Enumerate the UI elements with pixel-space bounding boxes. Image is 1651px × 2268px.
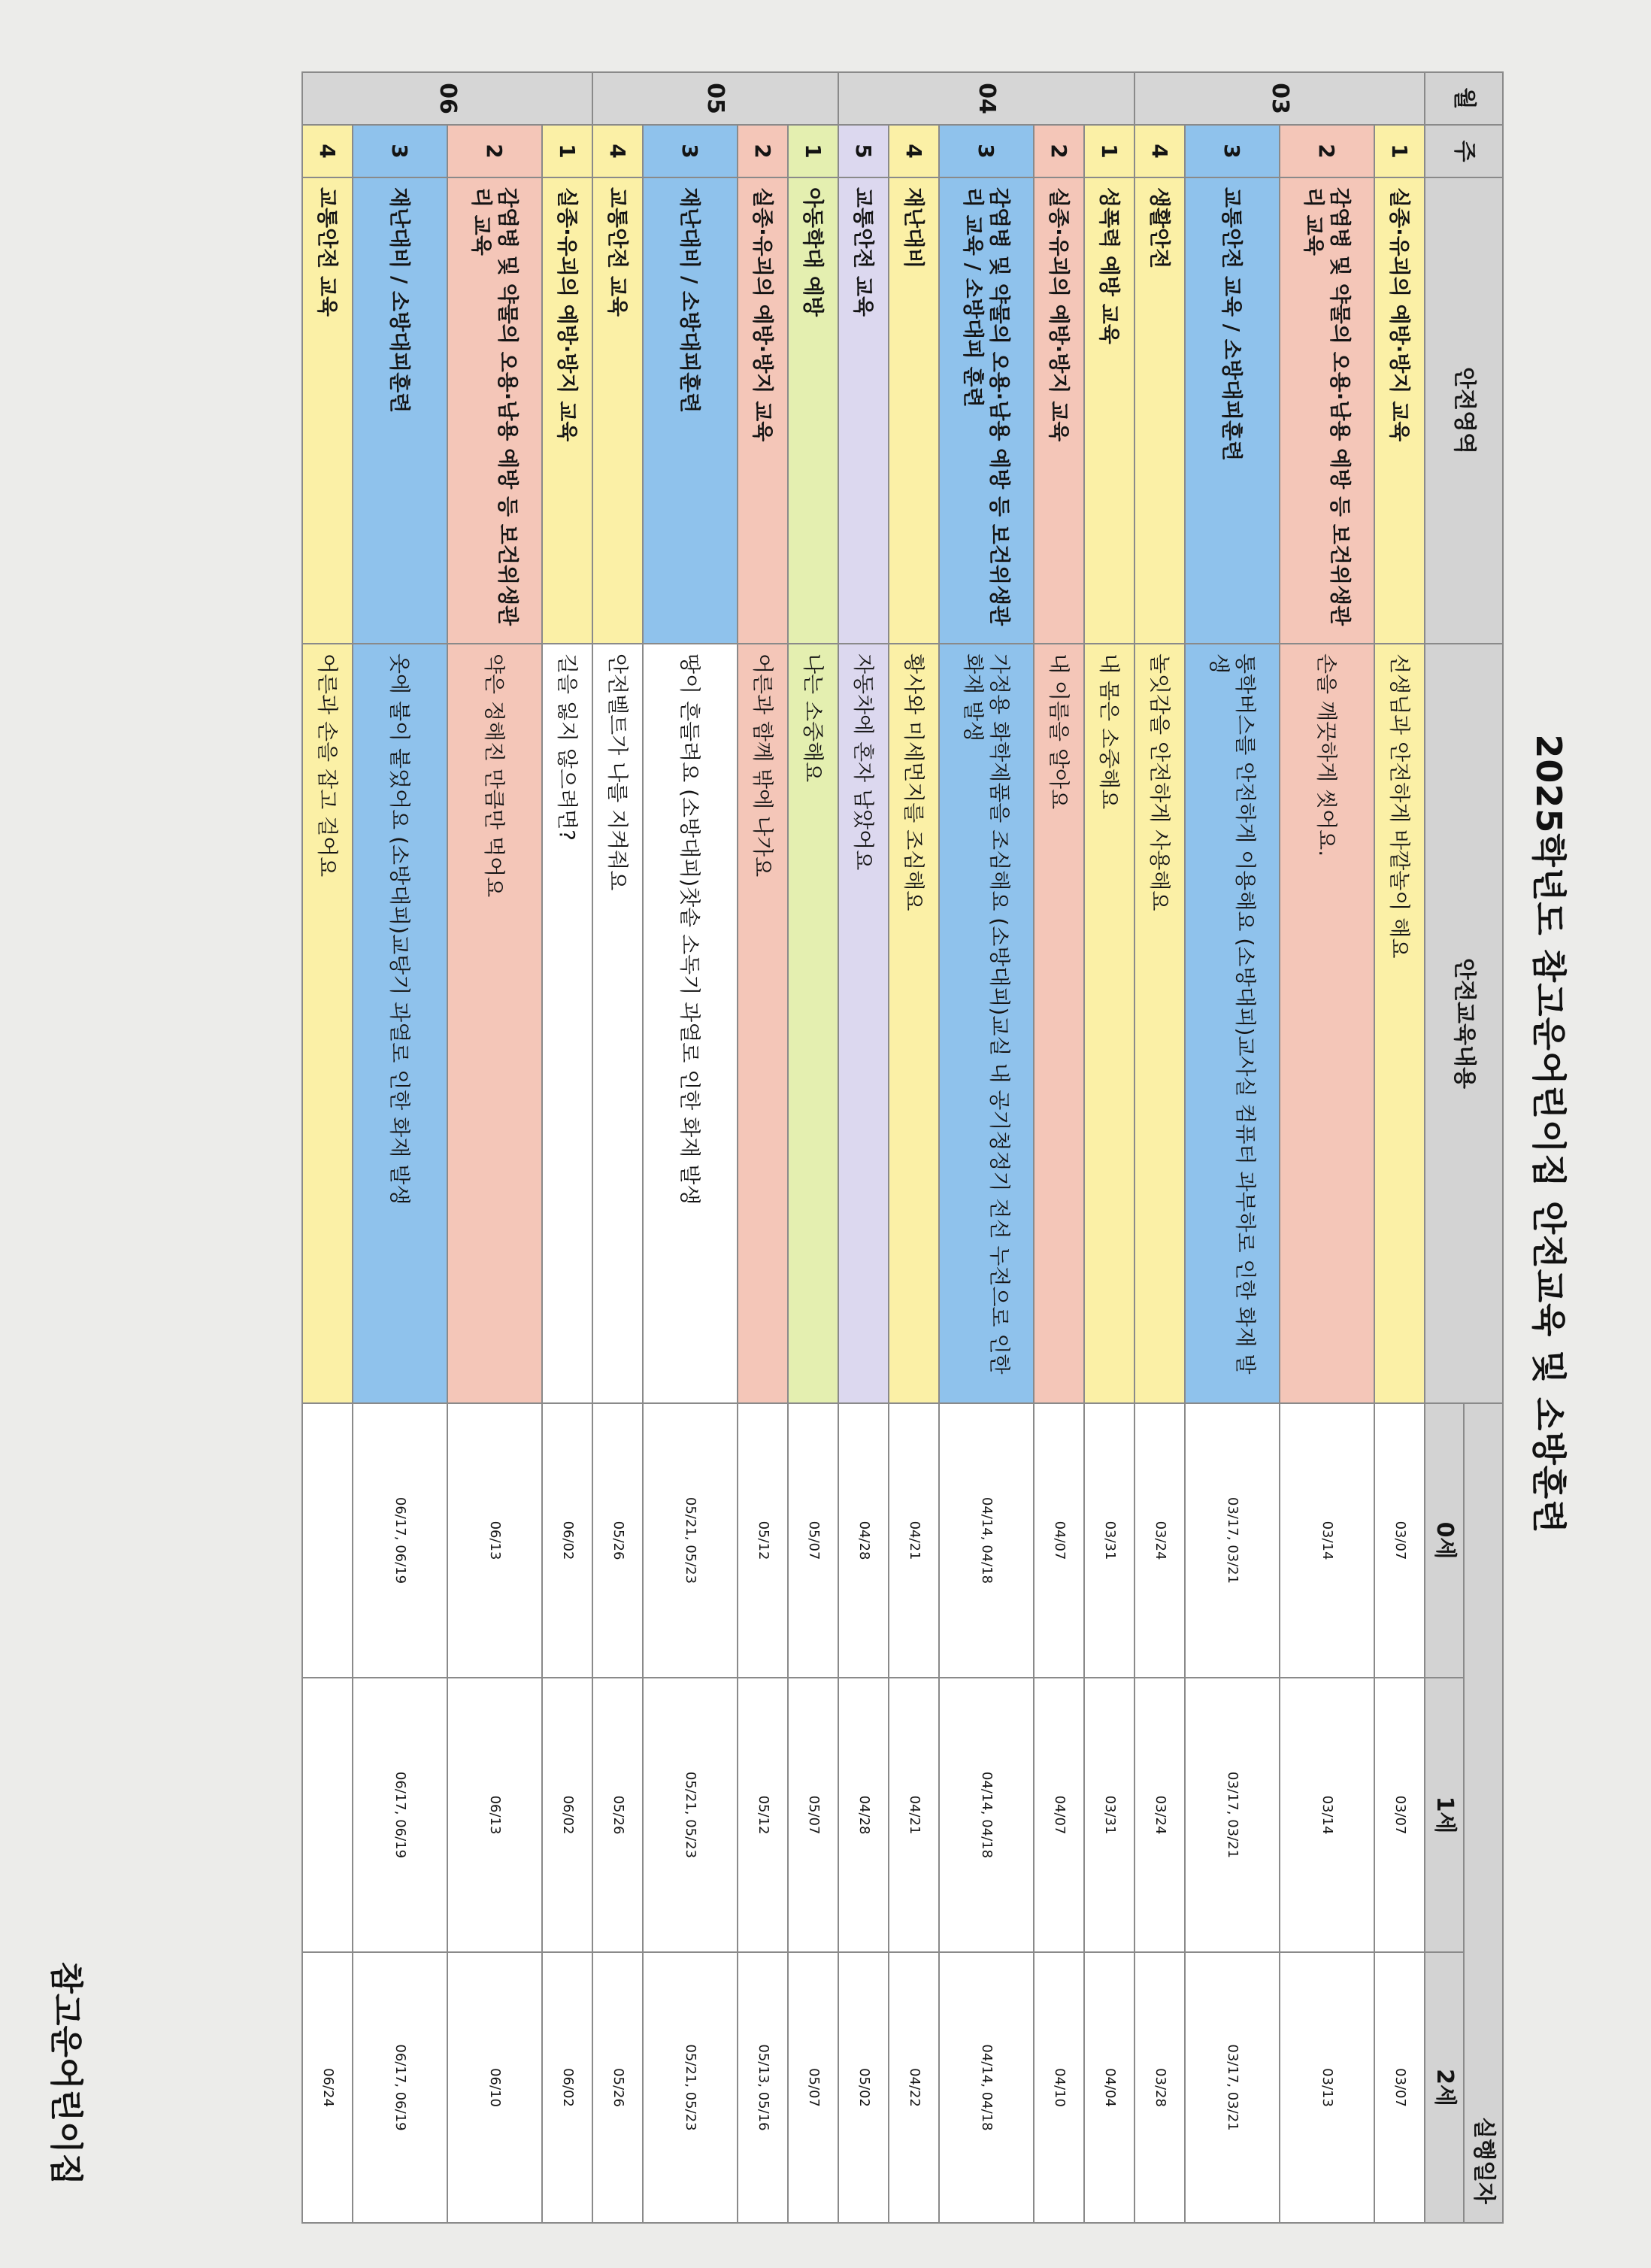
- date-age0: 05/07: [788, 1403, 838, 1678]
- week-cell: 4: [592, 125, 643, 177]
- header-dates: 실행일자: [1464, 1403, 1503, 2223]
- content-cell: 자동차에 혼자 남았어요: [838, 644, 889, 1403]
- date-age1: 06/17, 06/19: [353, 1678, 447, 1952]
- table-row: [889, 72, 939, 2223]
- area-cell: 실종·유괴의 예방·방지 교육: [542, 177, 592, 644]
- content-cell: 길을 잃지 않으려면?: [542, 644, 592, 1403]
- area-cell: 재난대비: [889, 177, 939, 644]
- week-cell: 4: [302, 125, 353, 177]
- header-age1: 1세: [1425, 1678, 1464, 1952]
- area-cell: 재난대비 / 소방대피훈련: [643, 177, 738, 644]
- date-age1: 05/26: [592, 1678, 643, 1952]
- area-cell: 아동학대 예방: [788, 177, 838, 644]
- week-cell: 3: [1185, 125, 1280, 177]
- header-month: 월: [1425, 72, 1503, 125]
- table-row: [353, 72, 447, 2223]
- date-age0: 03/07: [1374, 1403, 1425, 1678]
- date-age1: 04/07: [1034, 1678, 1084, 1952]
- date-age1: 05/21, 05/23: [643, 1678, 738, 1952]
- safety-schedule-table: [301, 71, 1504, 2224]
- month-cell: 06: [302, 72, 592, 125]
- date-age2: 04/22: [889, 1952, 939, 2223]
- area-cell: 감염병 및 약물의 오용·남용 예방 등 보건위생관리 교육: [447, 177, 542, 644]
- date-age1: 03/24: [1134, 1678, 1185, 1952]
- footer-daycare-name: 참고운어린이집: [47, 1961, 85, 2185]
- content-cell: 땅이 흔들려요 (소방대피)찻솥 소독기 과열로 인한 화재 발생: [643, 644, 738, 1403]
- date-age0: 03/17, 03/21: [1185, 1403, 1280, 1678]
- date-age1: 04/14, 04/18: [939, 1678, 1034, 1952]
- month-cell: 03: [1134, 72, 1425, 125]
- table-row: [1134, 72, 1185, 2223]
- date-age2: 05/13, 05/16: [738, 1952, 788, 2223]
- date-age1: 04/28: [838, 1678, 889, 1952]
- date-age2: 04/04: [1084, 1952, 1134, 2223]
- date-age1: 03/07: [1374, 1678, 1425, 1952]
- header-content: 안전교육내용: [1425, 644, 1503, 1403]
- content-cell: 옷에 불이 붙었어요 (소방대피)교탕기 과열로 인한 화재 발생: [353, 644, 447, 1403]
- week-cell: 1: [788, 125, 838, 177]
- content-cell: 나는 소중해요: [788, 644, 838, 1403]
- content-cell: 내 이름을 알아요: [1034, 644, 1084, 1403]
- area-cell: 교통안전 교육 / 소방대피훈련: [1185, 177, 1280, 644]
- table-row: [1374, 72, 1425, 2223]
- area-cell: 교통안전 교육: [302, 177, 353, 644]
- table-row: [447, 72, 542, 2223]
- week-cell: 4: [889, 125, 939, 177]
- table-row: [1084, 72, 1134, 2223]
- content-cell: 황사와 미세먼지를 조심해요: [889, 644, 939, 1403]
- area-cell: 감염병 및 약물의 오용·남용 예방 등 보건위생관리 교육: [1280, 177, 1374, 644]
- content-cell: 내 몸은 소중해요: [1084, 644, 1134, 1403]
- date-age2: 06/10: [447, 1952, 542, 2223]
- date-age0: 03/14: [1280, 1403, 1374, 1678]
- week-cell: 5: [838, 125, 889, 177]
- date-age2: 05/02: [838, 1952, 889, 2223]
- date-age1: 05/12: [738, 1678, 788, 1952]
- header-age2: 2세: [1425, 1952, 1464, 2223]
- table-row: [838, 72, 889, 2223]
- header-week: 주: [1425, 125, 1503, 177]
- week-cell: 4: [1134, 125, 1185, 177]
- content-cell: 어른과 손을 잡고 걸어요: [302, 644, 353, 1403]
- week-cell: 3: [353, 125, 447, 177]
- area-cell: 교통안전 교육: [592, 177, 643, 644]
- date-age2: 05/21, 05/23: [643, 1952, 738, 2223]
- date-age0: 06/02: [542, 1403, 592, 1678]
- content-cell: 놀잇감을 안전하게 사용해요: [1134, 644, 1185, 1403]
- week-cell: 2: [738, 125, 788, 177]
- content-cell: 손을 깨끗하게 씻어요.: [1280, 644, 1374, 1403]
- area-cell: 감염병 및 약물의 오용·남용 예방 등 보건위생관리 교육 / 소방대피 훈련: [939, 177, 1034, 644]
- area-cell: 생활안전: [1134, 177, 1185, 644]
- date-age0: 04/14, 04/18: [939, 1403, 1034, 1678]
- content-cell: 약은 정해진 만큼만 먹어요: [447, 644, 542, 1403]
- date-age1: 05/07: [788, 1678, 838, 1952]
- document-title: 2025학년도 참고운어린이집 안전교육 및 소방훈련: [1528, 734, 1569, 1534]
- area-cell: 성폭력 예방 교육: [1084, 177, 1134, 644]
- date-age0: 06/13: [447, 1403, 542, 1678]
- week-cell: 1: [1374, 125, 1425, 177]
- date-age1: 06/02: [542, 1678, 592, 1952]
- table-row: [542, 72, 592, 2223]
- area-cell: 실종·유괴의 예방·방지 교육: [738, 177, 788, 644]
- table-row: [643, 72, 738, 2223]
- date-age0: 05/12: [738, 1403, 788, 1678]
- week-cell: 1: [542, 125, 592, 177]
- date-age0: 04/07: [1034, 1403, 1084, 1678]
- content-cell: 가정용 화학제품을 조심해요 (소방대피)교실 내 공기청정기 전선 누전으로 인한 화재 발생: [939, 644, 1034, 1403]
- content-cell: 통학버스를 안전하게 이용해요 (소방대피)교사실 컴퓨터 과부하로 인한 화재 발생: [1185, 644, 1280, 1403]
- week-cell: 2: [1280, 125, 1374, 177]
- table-row: [1280, 72, 1374, 2223]
- area-cell: 교통안전 교육: [838, 177, 889, 644]
- date-age2: 03/28: [1134, 1952, 1185, 2223]
- month-cell: 05: [592, 72, 838, 125]
- date-age1: [302, 1678, 353, 1952]
- date-age1: 06/13: [447, 1678, 542, 1952]
- date-age1: 03/14: [1280, 1678, 1374, 1952]
- table-row: [302, 72, 353, 2223]
- table-row: [1185, 72, 1280, 2223]
- content-cell: 안전벨트가 나를 지켜줘요: [592, 644, 643, 1403]
- date-age0: 05/21, 05/23: [643, 1403, 738, 1678]
- date-age2: 05/26: [592, 1952, 643, 2223]
- date-age2: 06/17, 06/19: [353, 1952, 447, 2223]
- header-age0: 0세: [1425, 1403, 1464, 1678]
- date-age2: 05/07: [788, 1952, 838, 2223]
- date-age1: 03/17, 03/21: [1185, 1678, 1280, 1952]
- area-cell: 실종·유괴의 예방·방지 교육: [1034, 177, 1084, 644]
- table-row: [939, 72, 1034, 2223]
- content-cell: 어른과 함께 밖에 나가요: [738, 644, 788, 1403]
- table-row: [788, 72, 838, 2223]
- date-age0: 04/28: [838, 1403, 889, 1678]
- date-age0: 03/24: [1134, 1403, 1185, 1678]
- date-age2: 06/02: [542, 1952, 592, 2223]
- date-age1: 03/31: [1084, 1678, 1134, 1952]
- date-age0: 05/26: [592, 1403, 643, 1678]
- area-cell: 실종·유괴의 예방·방지 교육: [1374, 177, 1425, 644]
- week-cell: 1: [1084, 125, 1134, 177]
- week-cell: 2: [1034, 125, 1084, 177]
- week-cell: 3: [643, 125, 738, 177]
- content-cell: 선생님과 안전하게 바깥놀이 해요: [1374, 644, 1425, 1403]
- date-age2: 03/17, 03/21: [1185, 1952, 1280, 2223]
- week-cell: 3: [939, 125, 1034, 177]
- table-row: [592, 72, 643, 2223]
- date-age2: 06/24: [302, 1952, 353, 2223]
- table-row: [1034, 72, 1084, 2223]
- date-age2: 03/13: [1280, 1952, 1374, 2223]
- date-age1: 04/21: [889, 1678, 939, 1952]
- table-row: [738, 72, 788, 2223]
- date-age0: 03/31: [1084, 1403, 1134, 1678]
- week-cell: 2: [447, 125, 542, 177]
- date-age0: 06/17, 06/19: [353, 1403, 447, 1678]
- date-age0: 04/21: [889, 1403, 939, 1678]
- header-area: 안전영역: [1425, 177, 1503, 644]
- date-age0: [302, 1403, 353, 1678]
- date-age2: 04/10: [1034, 1952, 1084, 2223]
- date-age2: 04/14, 04/18: [939, 1952, 1034, 2223]
- area-cell: 재난대비 / 소방대피훈련: [353, 177, 447, 644]
- date-age2: 03/07: [1374, 1952, 1425, 2223]
- month-cell: 04: [838, 72, 1134, 125]
